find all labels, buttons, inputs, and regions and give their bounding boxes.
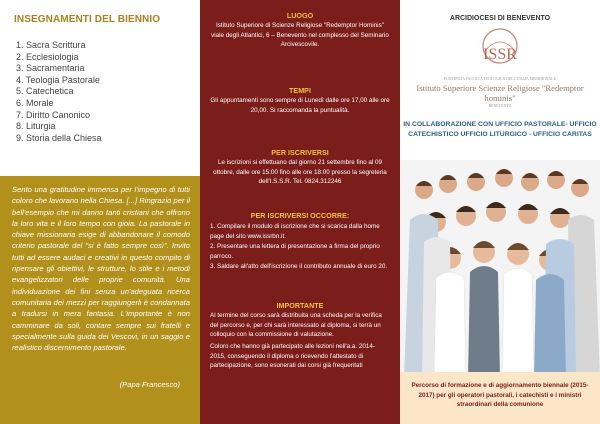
archdiocese-title: ARCIDIOCESI DI BENEVENTO: [449, 15, 551, 22]
course-item: 1. Sacra Scrittura: [16, 40, 86, 50]
iscriversi-title: PER ISCRIVERSI: [271, 148, 329, 157]
course-item: 7. Diritto Canonico: [16, 109, 91, 120]
quote-author: (Papa Francesco): [119, 380, 180, 389]
occorre-item: 2. Presentare una lettera di presentazione a firma del proprio parroco.: [210, 243, 380, 260]
info-panel: [200, 0, 400, 424]
occorre-item: 3. Saldare all'atto dell'iscrizione il contributo annuale di euro 20.: [210, 263, 388, 270]
course-item: 6. Morale: [16, 97, 54, 108]
importante-text: Coloro che hanno già partecipato alle lezioni nell'a.a. 2014-2015, conseguendo il diploma o ricevendo l'attestato di partecipazione, sono esonerati dai corsi già frequentati: [210, 343, 376, 370]
cover-panel: [400, 0, 600, 424]
course-item: 4. Teologia Pastorale: [16, 74, 100, 85]
institute-name: Istituto Superiore Scienze Religiose "Redemptor hominis": [416, 83, 584, 103]
tempi-title: TEMPI: [289, 86, 311, 95]
issr-logo: [470, 28, 530, 72]
luogo-title: LUOGO: [286, 11, 314, 20]
occorre-title: PER ISCRIVERSI OCCORRE:: [250, 211, 350, 220]
courses-list: [16, 40, 102, 144]
institute-faculty: PONTIFICIA FACOLTÀ TEOLOGICA DELL'ITALIA MERIDIONALE: [444, 77, 556, 81]
quote-text: Sento una gratitudine immensa per l'impegno di tutti coloro che lavorano nella Chiesa. [...] Ringrazio per il bell'esempio che mi danno tanti cristiani che offrono la loro vita e il loro tempo con gioia. La pastorale in chiave missionaria esige di abbandonare il comodo criterio pastorale del "si è fatto sempre così". Invito tutti ad essere audaci e creativi in questo compito di ripensare gli obiettivi, le strutture, lo stile e i metodi evangelizzatori delle proprie comunità. Una individuazione dei fini senza un'adeguata ricerca comunitaria dei mezzi per raggiungerli è condannata a tradursi in mera fantasia. L'importante è non camminare da soli, contare sempre sui fratelli e specialmente sulla guida dei Vescovi, in un saggio e realistico discernimento pastorale.: [12, 185, 190, 353]
svg-text:ISSR: ISSR: [483, 46, 517, 63]
occorre-item: 1. Compilare il modulo di iscrizione che si scarica dalla home page del sito www.issrbn.it.: [210, 223, 380, 240]
tempi-text: Gli appuntamenti sono sempre di Lunedì dalle ore 17,00 alle ore 20,00. Si raccomanda la puntualità.: [210, 97, 390, 114]
group-photo: [400, 160, 600, 378]
collaboration-text: IN COLLABORAZIONE CON UFFICIO PASTORALE- UFFICIO CATECHISTICO UFFICIO LITURGICO - UFFICIO CARITAS: [403, 121, 597, 138]
left-panel: [0, 0, 200, 424]
course-item: 3. Sacramentaria: [16, 63, 85, 74]
course-item: 2. Ecclesiologia: [16, 51, 79, 62]
importante-text: Al termine del corso sarà distribuita una scheda per la verifica del percorso e, per chi sarà interessato al diploma, si terrà un colloquio con la commissione di valutazione.: [210, 312, 382, 339]
courses-title: INSEGNAMENTI DEL BIENNIO: [14, 14, 161, 25]
iscriversi-text: Le iscrizioni si effettuano dal giorno 21 settembre fino al 09 ottobre, dalle ore 15:00 fino alle ore 18:00 presso la segreteria dell'I.S.S.R. Tel. 0824.312246: [213, 159, 387, 186]
importante-title: IMPORTANTE: [276, 301, 324, 310]
course-item: 5. Catechetica: [16, 86, 74, 97]
course-item: 9. Storia della Chiesa: [16, 132, 102, 143]
footer-text: Percorso di formazione e di aggiornamento biennale (2015-2017) per gli operatori pastorali, i catechisti e i ministri straordinari della comunione: [411, 382, 589, 409]
institute-city: BENEVENTO: [488, 104, 512, 108]
luogo-text: Istituto Superiore di Scienze Religiose "Redemptor Hominis" viale degli Atlantici, 6 – Benevento nel complesso del Seminario Arcivescovile.: [211, 22, 389, 49]
course-item: 8. Liturgia: [16, 121, 56, 132]
